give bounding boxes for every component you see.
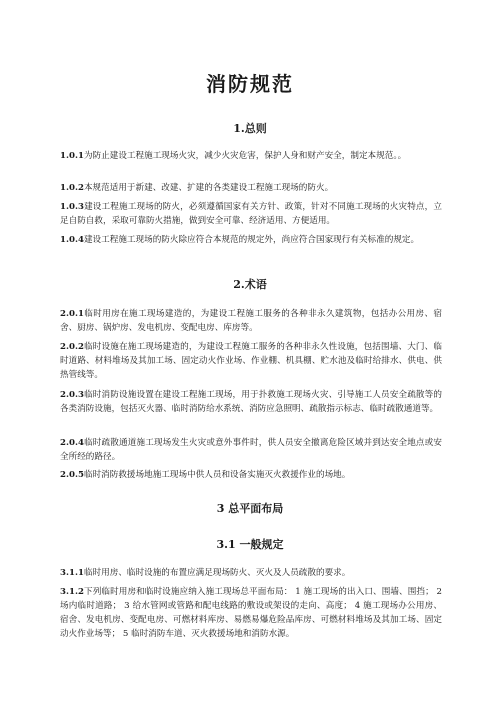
subsection-heading-general-provisions: 3.1 一般规定 [216, 538, 284, 551]
clause-number: 2.0.2 [60, 342, 84, 352]
paragraph-1-0-3 [60, 200, 442, 228]
clause-text: 临时消防设施设置在建设工程施工现场，用于扑救施工现场火灾、引导施工人员安全疏散等的各类消防设施，包括灭火器、临时消防给水系统、消防应急照明、疏散指示标志、临时疏散通道等。 [60, 390, 442, 414]
clause-number: 1.0.1 [60, 151, 84, 161]
clause-text: 临时设施在施工现场建造的，为建设工程施工服务的各种非永久性设施，包括围墙、大门、临时道路、材料堆场及其加工场、固定动火作业场、作业棚、机具棚、贮水池及临时给排水、供电、供热管线等。 [60, 342, 442, 380]
paragraph-1-0-1 [60, 149, 442, 163]
clause-number: 2.0.3 [60, 390, 84, 400]
clause-number: 2.0.5 [60, 470, 84, 480]
section-heading-layout: 3 总平面布局 [216, 502, 284, 515]
clause-text: 建设工程施工现场的防火除应符合本规范的规定外，尚应符合国家现行有关标准的规定。 [83, 235, 420, 245]
clause-number: 1.0.2 [60, 183, 84, 193]
paragraph-2-0-5 [60, 468, 442, 482]
paragraph-3-1-2 [60, 585, 442, 641]
clause-text: 下列临时用房和临时设施应纳入施工现场总平面布局： 1 施工现场的出入口、围墙、围挡； 2 场内临时道路； 3 给水管网或管路和配电线路的敷设或架设的走向、高度； 4 施工现场办公用房、宿舍、发电机房、变配电房、可燃材料库房、易燃易爆危险品库房、可燃材料堆场及其加工场、固定动火作业场等； 5 临时消防车道、灭火救援场地和消防水源。 [60, 587, 442, 639]
clause-number: 3.1.2 [60, 587, 84, 597]
section-heading-general: 1.总则 [233, 122, 267, 135]
clause-text: 临时消防救援场地施工现场中供人员和设备实施灭火救援作业的场地。 [83, 470, 351, 480]
paragraph-2-0-1 [60, 307, 442, 335]
paragraph-2-0-4 [60, 436, 442, 464]
clause-number: 2.0.1 [60, 309, 84, 319]
clause-number: 1.0.3 [60, 202, 84, 212]
paragraph-2-0-3 [60, 388, 442, 416]
clause-text: 临时用房在施工现场建造的，为建设工程施工服务的各种非永久建筑物，包括办公用房、宿舍、厨房、锅炉房、发电机房、变配电房、库房等。 [60, 309, 442, 333]
paragraph-1-0-4 [60, 233, 442, 247]
paragraph-3-1-1 [60, 566, 442, 580]
clause-number: 1.0.4 [60, 235, 84, 245]
clause-text: 为防止建设工程施工现场火灾，减少火灾危害，保护人身和财产安全，制定本规范。。 [83, 151, 407, 161]
clause-text: 本规范适用于新建、改建、扩建的各类建设工程施工现场的防火。 [83, 183, 334, 193]
document-title: 消防规范 [206, 72, 294, 96]
clause-number: 2.0.4 [60, 438, 84, 448]
clause-text: 建设工程施工现场的防火，必须遵循国家有关方针、政策，针对不同施工现场的火灾特点，立足自防自救，采取可靠防火措施，做到安全可靠、经济适用、方便适用。 [60, 202, 442, 226]
clause-text: 临时疏散通道施工现场发生火灾或意外事件时，供人员安全撤离危险区域并到达安全地点或安全所经的路径。 [60, 438, 442, 462]
paragraph-2-0-2 [60, 340, 442, 382]
paragraph-1-0-2 [60, 181, 442, 195]
clause-number: 3.1.1 [60, 568, 84, 578]
clause-text: 临时用房、临时设施的布置应满足现场防火、灭火及人员疏散的要求。 [83, 568, 351, 578]
section-heading-terms: 2.术语 [233, 278, 267, 291]
